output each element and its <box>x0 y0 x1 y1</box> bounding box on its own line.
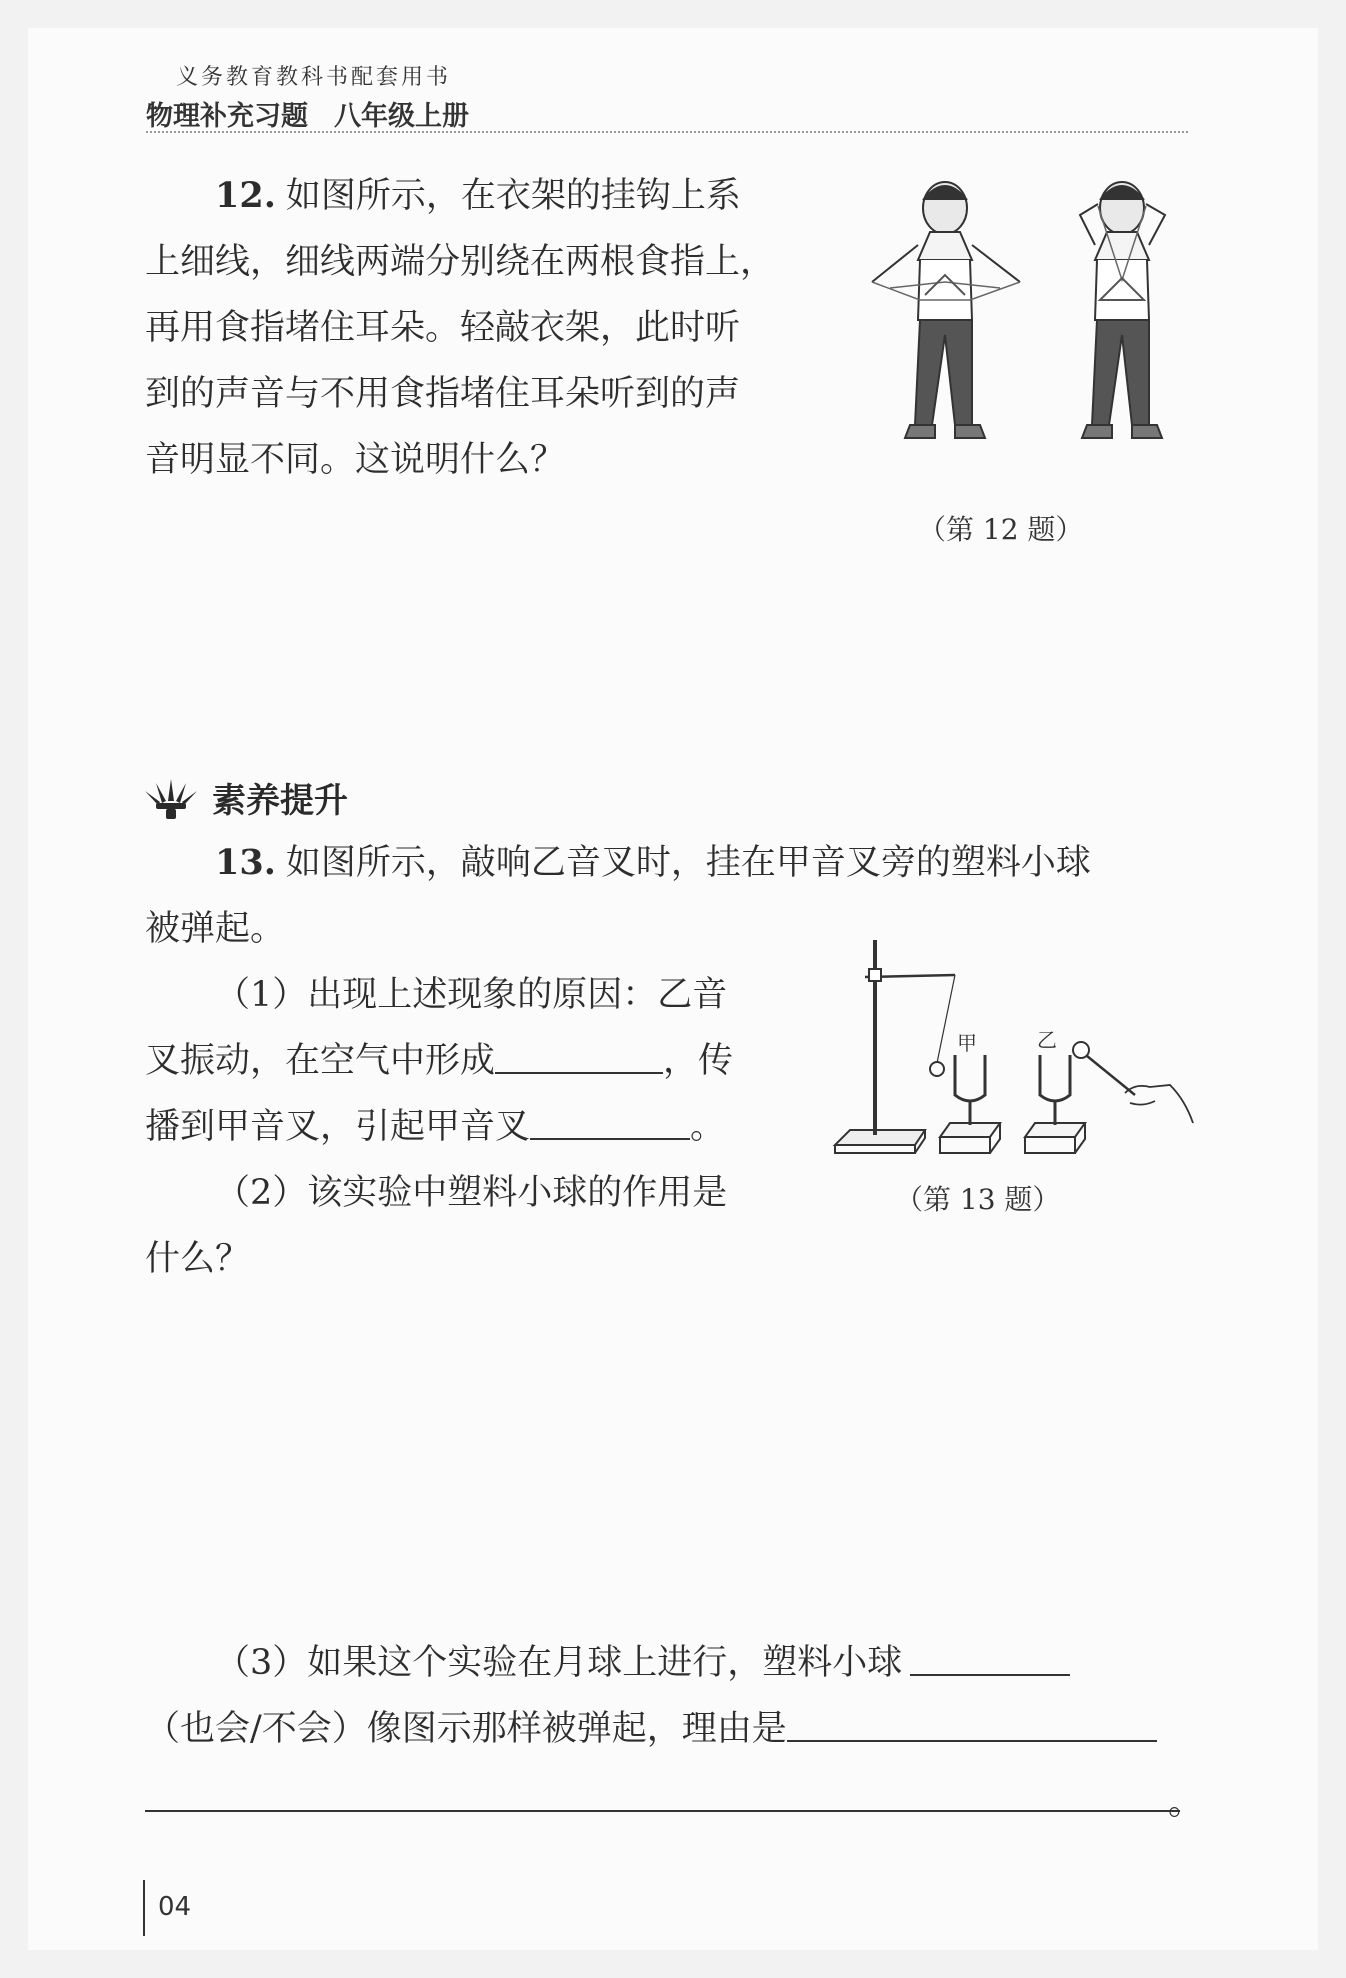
question-13-part-3 <box>145 1630 1205 1762</box>
question-12-line: 音明显不同。这说明什么？ <box>145 440 566 480</box>
question-13-line: 如图所示，敲响乙音叉时，挂在甲音叉旁的塑料小球 <box>285 843 1091 883</box>
answer-line-5[interactable] <box>145 1810 1180 1812</box>
question-13-part-1-line: 叉振动，在空气中形成 <box>145 1041 496 1081</box>
question-13-part-2-line: 什么？ <box>145 1239 251 1279</box>
question-13-part-1-line: 。 <box>690 1107 726 1147</box>
book-title-subject: 物理补充习题 <box>146 101 308 132</box>
question-13-part-2-line: （2）该实验中塑料小球的作用是 <box>215 1173 728 1213</box>
figure-13-tuning-fork-diagram <box>825 935 1205 1165</box>
sentence-end-mark: 。 <box>1168 1783 1204 1823</box>
question-13-parts-1-2 <box>145 962 795 1292</box>
boy-covering-ears-icon <box>1080 182 1165 438</box>
boy-listening-icon <box>872 182 1020 438</box>
answer-blank-3[interactable] <box>910 1644 1070 1676</box>
header-divider <box>146 131 1188 133</box>
figure-12-illustration <box>860 170 1200 485</box>
crown-sprout-icon <box>142 775 200 821</box>
section-header <box>142 773 348 822</box>
label-jia: 甲 <box>957 1031 977 1055</box>
question-12-line: 再用食指堵住耳朵。轻敲衣架，此时听 <box>145 308 741 348</box>
question-12-line: 如图所示，在衣架的挂钩上系 <box>285 176 741 216</box>
section-title: 素养提升 <box>212 781 348 821</box>
answer-blank-1[interactable] <box>495 1042 663 1074</box>
book-title-grade: 八年级上册 <box>334 101 469 132</box>
question-13-part-1-line: （1）出现上述现象的原因：乙音 <box>215 975 728 1015</box>
book-series-subtitle: 义务教育教科书配套用书 <box>176 65 452 90</box>
book-title <box>146 94 469 133</box>
question-13-part-3-line: （也会/不会）像图示那样被弹起，理由是 <box>145 1709 787 1749</box>
answer-blank-2[interactable] <box>530 1108 690 1140</box>
page-number: 04 <box>158 1892 192 1922</box>
page-number-bar <box>143 1880 145 1936</box>
question-13-part-3-line: （3）如果这个实验在月球上进行，塑料小球 <box>215 1643 903 1683</box>
label-yi: 乙 <box>1037 1028 1057 1052</box>
question-13-part-1-line: 播到甲音叉，引起甲音叉 <box>145 1107 531 1147</box>
question-13-number: 13. <box>215 842 276 883</box>
question-12-number: 12. <box>215 175 276 216</box>
question-12-line: 上细线，细线两端分别绕在两根食指上， <box>145 242 776 282</box>
answer-blank-4[interactable] <box>787 1710 1157 1742</box>
question-13-line: 被弹起。 <box>145 909 286 949</box>
question-12 <box>145 163 835 493</box>
figure-12-caption: （第 12 题） <box>918 513 1084 546</box>
question-13-part-1-line: ，传 <box>663 1041 734 1081</box>
question-12-line: 到的声音与不用食指堵住耳朵听到的声 <box>145 374 741 414</box>
figure-13-caption: （第 13 题） <box>895 1183 1061 1216</box>
